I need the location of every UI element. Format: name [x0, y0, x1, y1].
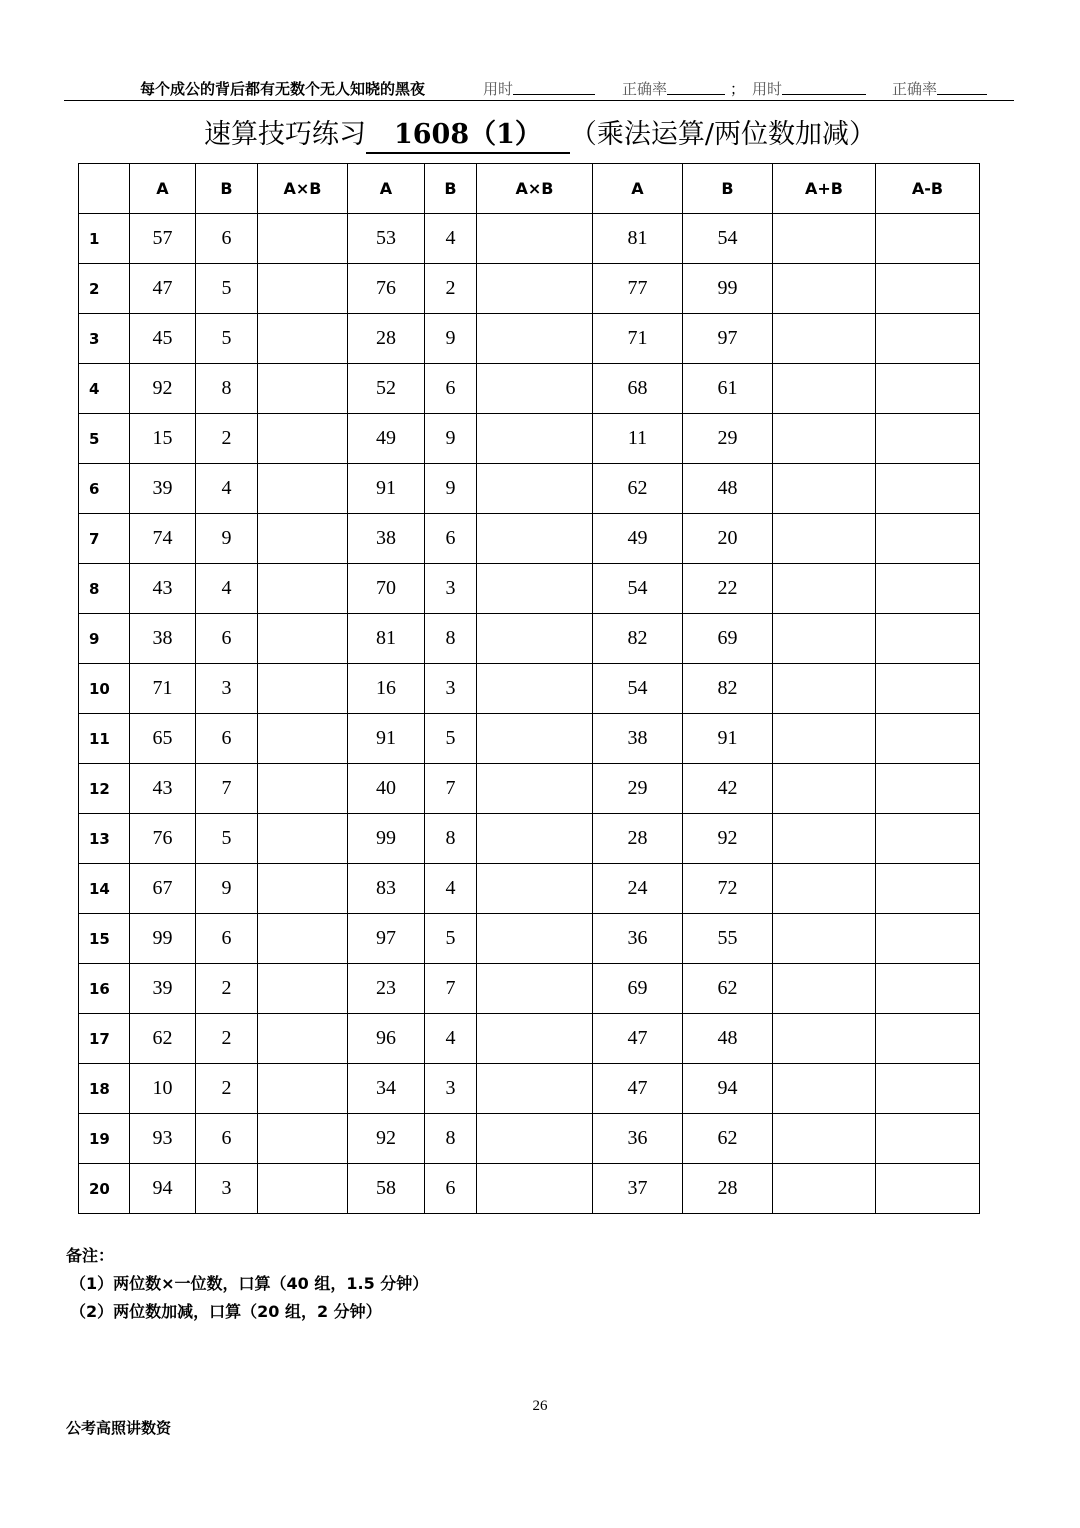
operand-cell: 34 [348, 1064, 425, 1114]
operand-cell: 99 [130, 914, 196, 964]
answer-cell[interactable] [773, 814, 876, 864]
operand-cell: 42 [683, 764, 773, 814]
operand-cell: 82 [683, 664, 773, 714]
answer-cell[interactable] [876, 764, 980, 814]
operand-cell: 48 [683, 1014, 773, 1064]
answer-cell[interactable] [477, 764, 593, 814]
row-number: 8 [79, 564, 130, 614]
operand-cell: 7 [425, 964, 477, 1014]
answer-cell[interactable] [258, 764, 348, 814]
operand-cell: 37 [593, 1164, 683, 1214]
operand-cell: 91 [683, 714, 773, 764]
note-item-1: （1）两位数×一位数，口算（40 组，1.5 分钟） [70, 1274, 429, 1293]
answer-cell[interactable] [876, 864, 980, 914]
answer-cell[interactable] [258, 514, 348, 564]
title-prefix: 速算技巧练习 [203, 119, 366, 150]
operand-cell: 3 [196, 664, 258, 714]
operand-cell: 47 [130, 264, 196, 314]
accuracy-blank-1[interactable] [667, 80, 725, 95]
operand-cell: 6 [425, 364, 477, 414]
operand-cell: 92 [348, 1114, 425, 1164]
answer-cell[interactable] [876, 1164, 980, 1214]
answer-cell[interactable] [876, 464, 980, 514]
operand-cell: 76 [348, 264, 425, 314]
answer-cell[interactable] [773, 464, 876, 514]
table-row [79, 764, 980, 814]
table-row [79, 414, 980, 464]
answer-cell[interactable] [258, 964, 348, 1014]
column-header: B [196, 164, 258, 214]
answer-cell[interactable] [477, 564, 593, 614]
answer-cell[interactable] [477, 1064, 593, 1114]
answer-cell[interactable] [258, 864, 348, 914]
row-number: 12 [79, 764, 130, 814]
operand-cell: 3 [425, 1064, 477, 1114]
operand-cell: 20 [683, 514, 773, 564]
operand-cell: 62 [130, 1014, 196, 1064]
answer-cell[interactable] [477, 364, 593, 414]
operand-cell: 4 [196, 464, 258, 514]
operand-cell: 39 [130, 464, 196, 514]
note-item-2: （2）两位数加减，口算（20 组，2 分钟） [70, 1302, 382, 1321]
answer-cell[interactable] [876, 414, 980, 464]
answer-cell[interactable] [258, 364, 348, 414]
operand-cell: 9 [196, 864, 258, 914]
operand-cell: 48 [683, 464, 773, 514]
operand-cell: 10 [130, 1064, 196, 1114]
operand-cell: 4 [425, 864, 477, 914]
column-header: A [130, 164, 196, 214]
table-row [79, 314, 980, 364]
row-number: 5 [79, 414, 130, 464]
answer-cell[interactable] [477, 264, 593, 314]
answer-cell[interactable] [876, 714, 980, 764]
operand-cell: 5 [196, 314, 258, 364]
answer-cell[interactable] [258, 414, 348, 464]
operand-cell: 6 [425, 514, 477, 564]
answer-cell[interactable] [773, 264, 876, 314]
answer-cell[interactable] [773, 714, 876, 764]
operand-cell: 6 [196, 1114, 258, 1164]
answer-cell[interactable] [477, 664, 593, 714]
answer-cell[interactable] [773, 1014, 876, 1064]
operand-cell: 3 [425, 564, 477, 614]
answer-cell[interactable] [876, 664, 980, 714]
operand-cell: 7 [196, 764, 258, 814]
operand-cell: 5 [196, 264, 258, 314]
operand-cell: 62 [683, 1114, 773, 1164]
operand-cell: 91 [348, 464, 425, 514]
column-header: A×B [258, 164, 348, 214]
operand-cell: 47 [593, 1064, 683, 1114]
answer-cell[interactable] [477, 514, 593, 564]
operand-cell: 54 [593, 564, 683, 614]
answer-cell[interactable] [477, 864, 593, 914]
row-number: 7 [79, 514, 130, 564]
operand-cell: 68 [593, 364, 683, 414]
operand-cell: 36 [593, 914, 683, 964]
operand-cell: 6 [196, 914, 258, 964]
table-row [79, 364, 980, 414]
operand-cell: 82 [593, 614, 683, 664]
operand-cell: 81 [348, 614, 425, 664]
operand-cell: 38 [593, 714, 683, 764]
column-header: A+B [773, 164, 876, 214]
operand-cell: 52 [348, 364, 425, 414]
answer-cell[interactable] [773, 514, 876, 564]
answer-cell[interactable] [773, 864, 876, 914]
answer-cell[interactable] [876, 364, 980, 414]
table-row [79, 614, 980, 664]
answer-cell[interactable] [773, 214, 876, 264]
operand-cell: 71 [593, 314, 683, 364]
operand-cell: 29 [683, 414, 773, 464]
notes-section [66, 1242, 428, 1326]
operand-cell: 62 [683, 964, 773, 1014]
answer-cell[interactable] [773, 964, 876, 1014]
column-header [79, 164, 130, 214]
accuracy-label-1: 正确率 [622, 78, 667, 99]
answer-cell[interactable] [258, 214, 348, 264]
operand-cell: 49 [348, 414, 425, 464]
operand-cell: 97 [683, 314, 773, 364]
row-number: 14 [79, 864, 130, 914]
row-number: 9 [79, 614, 130, 664]
operand-cell: 8 [425, 1114, 477, 1164]
table-row [79, 464, 980, 514]
operand-cell: 38 [130, 614, 196, 664]
column-header: A×B [477, 164, 593, 214]
operand-cell: 93 [130, 1114, 196, 1164]
row-number: 3 [79, 314, 130, 364]
operand-cell: 3 [196, 1164, 258, 1214]
answer-cell[interactable] [477, 1164, 593, 1214]
table-body [79, 214, 980, 1214]
operand-cell: 38 [348, 514, 425, 564]
answer-cell[interactable] [876, 614, 980, 664]
answer-cell[interactable] [773, 1164, 876, 1214]
operand-cell: 28 [683, 1164, 773, 1214]
answer-cell[interactable] [876, 514, 980, 564]
operand-cell: 9 [425, 314, 477, 364]
operand-cell: 61 [683, 364, 773, 414]
time-label-2: 用时 [752, 78, 782, 99]
answer-cell[interactable] [258, 1014, 348, 1064]
operand-cell: 2 [196, 1014, 258, 1064]
operand-cell: 23 [348, 964, 425, 1014]
page-number: 26 [532, 1398, 548, 1414]
row-number: 4 [79, 364, 130, 414]
operand-cell: 74 [130, 514, 196, 564]
table-row [79, 264, 980, 314]
row-number: 1 [79, 214, 130, 264]
operand-cell: 45 [130, 314, 196, 364]
answer-cell[interactable] [258, 564, 348, 614]
operand-cell: 39 [130, 964, 196, 1014]
operand-cell: 2 [196, 1064, 258, 1114]
notes-heading: 备注： [66, 1246, 115, 1265]
table-row [79, 564, 980, 614]
operand-cell: 67 [130, 864, 196, 914]
answer-cell[interactable] [258, 664, 348, 714]
answer-cell[interactable] [773, 314, 876, 364]
operand-cell: 53 [348, 214, 425, 264]
operand-cell: 70 [348, 564, 425, 614]
operand-cell: 11 [593, 414, 683, 464]
answer-cell[interactable] [773, 914, 876, 964]
operand-cell: 81 [593, 214, 683, 264]
table-row [79, 714, 980, 764]
answer-cell[interactable] [773, 614, 876, 664]
operand-cell: 58 [348, 1164, 425, 1214]
answer-cell[interactable] [773, 1114, 876, 1164]
operand-cell: 97 [348, 914, 425, 964]
answer-cell[interactable] [773, 764, 876, 814]
operand-cell: 76 [130, 814, 196, 864]
operand-cell: 36 [593, 1114, 683, 1164]
answer-cell[interactable] [876, 1064, 980, 1114]
operand-cell: 47 [593, 1014, 683, 1064]
row-number: 10 [79, 664, 130, 714]
row-number: 6 [79, 464, 130, 514]
table-row [79, 914, 980, 964]
operand-cell: 92 [130, 364, 196, 414]
answer-cell[interactable] [773, 564, 876, 614]
operand-cell: 99 [683, 264, 773, 314]
table-row [79, 1064, 980, 1114]
operand-cell: 28 [593, 814, 683, 864]
operand-cell: 65 [130, 714, 196, 764]
time-label-1: 用时 [483, 78, 513, 99]
answer-cell[interactable] [258, 314, 348, 364]
answer-cell[interactable] [477, 464, 593, 514]
operand-cell: 94 [683, 1064, 773, 1114]
answer-cell[interactable] [258, 914, 348, 964]
operand-cell: 69 [593, 964, 683, 1014]
row-number: 2 [79, 264, 130, 314]
answer-cell[interactable] [876, 314, 980, 364]
answer-cell[interactable] [477, 914, 593, 964]
operand-cell: 8 [425, 814, 477, 864]
answer-cell[interactable] [258, 714, 348, 764]
row-number: 17 [79, 1014, 130, 1064]
operand-cell: 9 [425, 464, 477, 514]
answer-cell[interactable] [477, 714, 593, 764]
operand-cell: 72 [683, 864, 773, 914]
operand-cell: 91 [348, 714, 425, 764]
operand-cell: 4 [425, 1014, 477, 1064]
answer-cell[interactable] [477, 314, 593, 364]
accuracy-label-2: 正确率 [892, 78, 937, 99]
row-number: 20 [79, 1164, 130, 1214]
table-header-row [79, 164, 980, 214]
answer-cell[interactable] [477, 214, 593, 264]
table-row [79, 864, 980, 914]
page-header [64, 76, 1014, 101]
title-suffix: （乘法运算/两位数加减） [569, 119, 877, 150]
answer-cell[interactable] [258, 814, 348, 864]
operand-cell: 4 [425, 214, 477, 264]
operand-cell: 5 [425, 914, 477, 964]
motto-text: 每个成公的背后都有无数个无人知晓的黑夜 [140, 80, 426, 98]
answer-cell[interactable] [876, 914, 980, 964]
answer-cell[interactable] [876, 814, 980, 864]
answer-cell[interactable] [773, 414, 876, 464]
operand-cell: 54 [593, 664, 683, 714]
answer-cell[interactable] [477, 814, 593, 864]
answer-cell[interactable] [773, 364, 876, 414]
operand-cell: 5 [425, 714, 477, 764]
operand-cell: 6 [425, 1164, 477, 1214]
operand-cell: 43 [130, 564, 196, 614]
operand-cell: 15 [130, 414, 196, 464]
row-number: 16 [79, 964, 130, 1014]
operand-cell: 55 [683, 914, 773, 964]
accuracy-blank-2[interactable] [937, 80, 987, 95]
operand-cell: 28 [348, 314, 425, 364]
row-number: 19 [79, 1114, 130, 1164]
operand-cell: 9 [425, 414, 477, 464]
table-row [79, 1114, 980, 1164]
answer-cell[interactable] [773, 1064, 876, 1114]
operand-cell: 57 [130, 214, 196, 264]
operand-cell: 2 [196, 414, 258, 464]
header-separator: ； [730, 80, 746, 98]
footer-text: 公考高照讲数资 [66, 1419, 172, 1437]
operand-cell: 6 [196, 614, 258, 664]
operand-cell: 2 [196, 964, 258, 1014]
table-row [79, 964, 980, 1014]
worksheet-title [0, 112, 1080, 154]
operand-cell: 71 [130, 664, 196, 714]
answer-cell[interactable] [876, 964, 980, 1014]
operand-cell: 92 [683, 814, 773, 864]
operand-cell: 49 [593, 514, 683, 564]
operand-cell: 83 [348, 864, 425, 914]
answer-cell[interactable] [876, 1114, 980, 1164]
row-number: 13 [79, 814, 130, 864]
table-row [79, 1014, 980, 1064]
operand-cell: 77 [593, 264, 683, 314]
operand-cell: 62 [593, 464, 683, 514]
operand-cell: 4 [196, 564, 258, 614]
answer-cell[interactable] [258, 1114, 348, 1164]
title-code: 1608（1） [366, 118, 570, 154]
row-number: 18 [79, 1064, 130, 1114]
table-row [79, 514, 980, 564]
operand-cell: 2 [425, 264, 477, 314]
answer-cell[interactable] [477, 614, 593, 664]
answer-cell[interactable] [876, 1014, 980, 1064]
answer-cell[interactable] [477, 1014, 593, 1064]
operand-cell: 54 [683, 214, 773, 264]
operand-cell: 69 [683, 614, 773, 664]
operand-cell: 7 [425, 764, 477, 814]
column-header: A [593, 164, 683, 214]
operand-cell: 16 [348, 664, 425, 714]
operand-cell: 5 [196, 814, 258, 864]
answer-cell[interactable] [477, 1114, 593, 1164]
column-header: B [683, 164, 773, 214]
row-number: 15 [79, 914, 130, 964]
time-blank-1[interactable] [513, 80, 595, 95]
operand-cell: 22 [683, 564, 773, 614]
answer-cell[interactable] [477, 414, 593, 464]
table-row [79, 814, 980, 864]
answer-cell[interactable] [258, 464, 348, 514]
row-number: 11 [79, 714, 130, 764]
operand-cell: 99 [348, 814, 425, 864]
operand-cell: 8 [425, 614, 477, 664]
answer-cell[interactable] [876, 264, 980, 314]
operand-cell: 29 [593, 764, 683, 814]
answer-cell[interactable] [876, 214, 980, 264]
operand-cell: 96 [348, 1014, 425, 1064]
operand-cell: 6 [196, 214, 258, 264]
column-header: B [425, 164, 477, 214]
column-header: A-B [876, 164, 980, 214]
operand-cell: 94 [130, 1164, 196, 1214]
operand-cell: 40 [348, 764, 425, 814]
operand-cell: 6 [196, 714, 258, 764]
practice-table [78, 163, 980, 1214]
table-row [79, 214, 980, 264]
answer-cell[interactable] [258, 614, 348, 664]
operand-cell: 43 [130, 764, 196, 814]
column-header: A [348, 164, 425, 214]
answer-cell[interactable] [258, 1064, 348, 1114]
table-row [79, 664, 980, 714]
answer-cell[interactable] [773, 664, 876, 714]
table-row [79, 1164, 980, 1214]
answer-cell[interactable] [477, 964, 593, 1014]
operand-cell: 24 [593, 864, 683, 914]
operand-cell: 9 [196, 514, 258, 564]
time-blank-2[interactable] [782, 80, 866, 95]
operand-cell: 3 [425, 664, 477, 714]
operand-cell: 8 [196, 364, 258, 414]
answer-cell[interactable] [876, 564, 980, 614]
answer-cell[interactable] [258, 264, 348, 314]
answer-cell[interactable] [258, 1164, 348, 1214]
